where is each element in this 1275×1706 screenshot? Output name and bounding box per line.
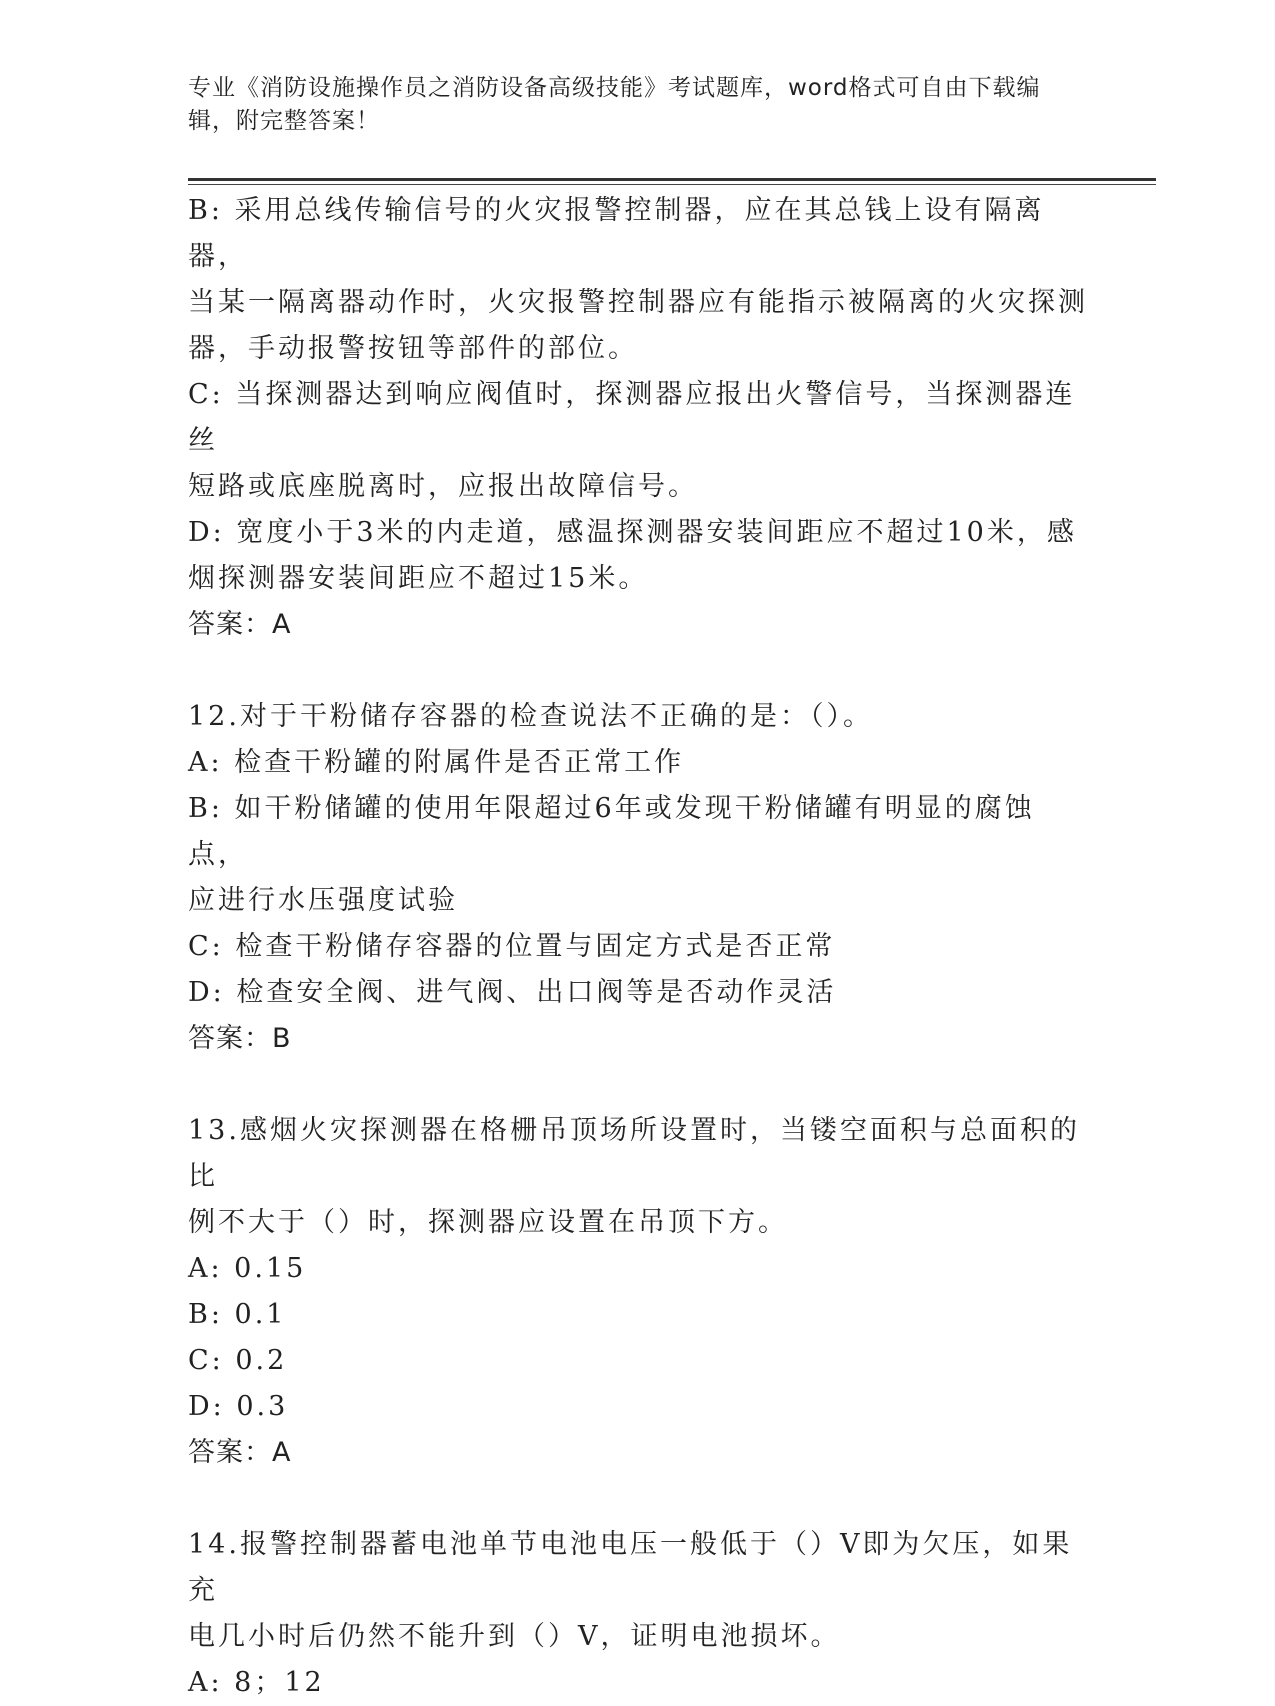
q13-answer: 答案：A [188, 1437, 292, 1468]
header-divider-thick [188, 178, 1156, 181]
q13-option-c: C: 0.2 [188, 1345, 288, 1376]
option-b-line-2: 当某一隔离器动作时，火灾报警控制器应有能指示被隔离的火灾探测 [188, 287, 1088, 318]
question-12-text: 12.对于干粉储存容器的检查说法不正确的是：（）。 [188, 701, 873, 732]
document-header [188, 72, 1088, 138]
question-13-block [188, 1108, 1088, 1476]
option-d-line-1: D: 宽度小于3米的内走道，感温探测器安装间距应不超过10米，感 [188, 517, 1077, 548]
header-line-1: 专业《消防设施操作员之消防设备高级技能》考试题库，word格式可自由下载编 [188, 75, 1041, 101]
q12-option-a: A: 检查干粉罐的附属件是否正常工作 [188, 747, 685, 778]
question-13-text-line-2: 例不大于（）时，探测器应设置在吊顶下方。 [188, 1207, 788, 1238]
option-b-line-1: B: 采用总线传输信号的火灾报警控制器，应在其总钱上设有隔离器， [188, 195, 1045, 272]
q13-option-d: D: 0.3 [188, 1391, 289, 1422]
spacer [188, 1062, 1088, 1108]
question-13-text-line-1: 13.感烟火灾探测器在格栅吊顶场所设置时，当镂空面积与总面积的比 [188, 1115, 1080, 1192]
question-content [188, 188, 1088, 1706]
q12-option-d: D: 检查安全阀、进气阀、出口阀等是否动作灵活 [188, 977, 837, 1008]
question-14-block [188, 1522, 1088, 1706]
q12-option-c: C: 检查干粉储存容器的位置与固定方式是否正常 [188, 931, 836, 962]
answer-label: 答案：A [188, 609, 292, 640]
option-b-line-3: 器，手动报警按钮等部件的部位。 [188, 333, 638, 364]
option-d-line-2: 烟探测器安装间距应不超过15米。 [188, 563, 649, 594]
header-divider-thin [188, 184, 1156, 185]
option-c-line-1: C: 当探测器达到响应阀值时，探测器应报出火警信号，当探测器连丝 [188, 379, 1076, 456]
prev-question-block [188, 188, 1088, 648]
question-12-block [188, 694, 1088, 1062]
q14-option-a: A: 8；12 [188, 1667, 325, 1698]
spacer [188, 1476, 1088, 1522]
q12-option-b-line-1: B: 如干粉储罐的使用年限超过6年或发现干粉储罐有明显的腐蚀点， [188, 793, 1035, 870]
question-14-text-line-2: 电几小时后仍然不能升到（）V，证明电池损坏。 [188, 1621, 841, 1652]
q13-option-a: A: 0.15 [188, 1253, 307, 1284]
spacer [188, 648, 1088, 694]
header-line-2: 辑，附完整答案！ [188, 108, 380, 134]
option-c-line-2: 短路或底座脱离时，应报出故障信号。 [188, 471, 698, 502]
q13-option-b: B: 0.1 [188, 1299, 287, 1330]
q12-answer: 答案：B [188, 1023, 292, 1054]
q12-option-b-line-2: 应进行水压强度试验 [188, 885, 458, 916]
question-14-text-line-1: 14.报警控制器蓄电池单节电池电压一般低于（）V即为欠压，如果充 [188, 1529, 1073, 1606]
